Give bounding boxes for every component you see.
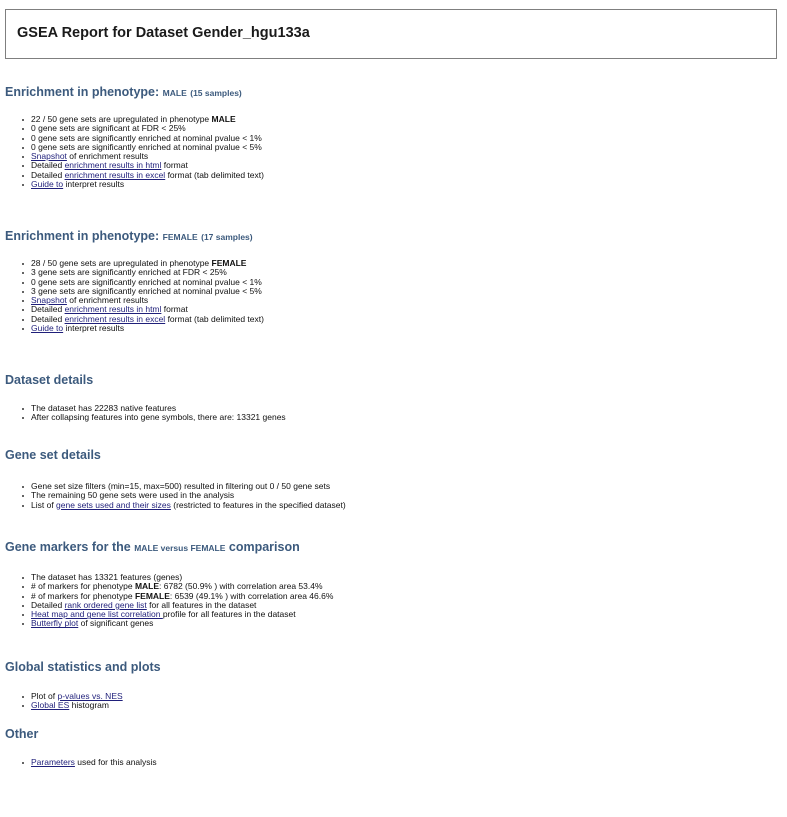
section-heading-other: Other [5, 727, 39, 741]
html-results-link[interactable]: enrichment results in html [64, 160, 162, 171]
female-results-list [22, 259, 264, 333]
other-list [22, 758, 157, 767]
gene-sets-sizes-link[interactable]: gene sets used and their sizes [56, 499, 171, 510]
sample-count: (17 samples) [201, 232, 253, 242]
list-item: Snapshot of enrichment results [22, 296, 264, 305]
report-title-box [5, 9, 777, 59]
list-item: 0 gene sets are significantly enriched at nominal pvalue < 1% [22, 134, 264, 143]
global-stats-list [22, 692, 123, 711]
list-item: 3 gene sets are significantly enriched at nominal pvalue < 5% [22, 287, 264, 296]
markers-list [22, 573, 333, 629]
rank-ordered-list-link[interactable]: rank ordered gene list [64, 599, 147, 610]
sample-count: (15 samples) [190, 88, 242, 98]
guide-link[interactable]: Guide to [31, 323, 64, 334]
global-es-link[interactable]: Global ES [31, 700, 70, 711]
list-item: Detailed enrichment results in html format [22, 305, 264, 314]
list-item: Detailed rank ordered gene list for all features in the dataset [22, 601, 333, 610]
list-item: 0 gene sets are significant at FDR < 25% [22, 124, 264, 133]
parameters-link[interactable]: Parameters [31, 757, 75, 767]
list-item: The dataset has 22283 native features [22, 404, 286, 413]
list-item: Butterfly plot of significant genes [22, 619, 333, 628]
list-item: # of markers for phenotype FEMALE: 6539 (49.1% ) with correlation area 46.6% [22, 592, 333, 601]
phenotype-male: MALE [162, 88, 187, 98]
list-item: Gene set size filters (min=15, max=500) resulted in filtering out 0 / 50 gene sets [22, 482, 346, 491]
list-item: Detailed enrichment results in html format [22, 161, 264, 170]
list-item: 0 gene sets are significantly enriched at nominal pvalue < 5% [22, 143, 264, 152]
section-heading-global: Global statistics and plots [5, 660, 161, 674]
list-item: Detailed enrichment results in excel format (tab delimited text) [22, 171, 264, 180]
list-item: The remaining 50 gene sets were used in the analysis [22, 491, 346, 500]
html-results-link[interactable]: enrichment results in html [64, 304, 162, 315]
list-item: Plot of p-values vs. NES [22, 692, 123, 701]
list-item: List of gene sets used and their sizes (restricted to features in the specified dataset) [22, 501, 346, 510]
pvalues-nes-link[interactable]: p-values vs. NES [57, 691, 123, 701]
geneset-details-list [22, 482, 346, 510]
list-item: 3 gene sets are significantly enriched at FDR < 25% [22, 268, 264, 277]
list-item: 28 / 50 gene sets are upregulated in phenotype FEMALE [22, 259, 264, 268]
list-item: After collapsing features into gene symbols, there are: 13321 genes [22, 413, 286, 422]
guide-link[interactable]: Guide to [31, 179, 64, 190]
snapshot-link[interactable]: Snapshot [31, 295, 67, 306]
section-heading-female: Enrichment in phenotype: FEMALE (17 samples) [5, 229, 253, 243]
section-heading-geneset: Gene set details [5, 448, 101, 462]
list-item: Guide to interpret results [22, 324, 264, 333]
report-title: GSEA Report for Dataset Gender_hgu133a [17, 25, 310, 41]
dataset-details-list [22, 404, 286, 423]
list-item: The dataset has 13321 features (genes) [22, 573, 333, 582]
list-item: 0 gene sets are significantly enriched at nominal pvalue < 1% [22, 278, 264, 287]
list-item: Global ES histogram [22, 701, 123, 710]
list-item: Snapshot of enrichment results [22, 152, 264, 161]
heat-map-link[interactable]: Heat map and gene list correlation [31, 609, 163, 620]
male-results-list [22, 115, 264, 189]
phenotype-female: FEMALE [162, 232, 198, 242]
butterfly-plot-link[interactable]: Butterfly plot [31, 618, 79, 629]
list-item: Detailed enrichment results in excel format (tab delimited text) [22, 315, 264, 324]
section-heading-dataset: Dataset details [5, 373, 94, 387]
list-item: # of markers for phenotype MALE: 6782 (50.9% ) with correlation area 53.4% [22, 582, 333, 591]
list-item: Guide to interpret results [22, 180, 264, 189]
list-item: Parameters used for this analysis [22, 758, 157, 767]
list-item: Heat map and gene list correlation profile for all features in the dataset [22, 610, 333, 619]
list-item: 22 / 50 gene sets are upregulated in phenotype MALE [22, 115, 264, 124]
section-heading-markers: Gene markers for the MALE versus FEMALE comparison [5, 540, 300, 554]
snapshot-link[interactable]: Snapshot [31, 151, 67, 162]
excel-results-link[interactable]: enrichment results in excel [64, 169, 166, 180]
section-heading-male: Enrichment in phenotype: MALE (15 samples) [5, 85, 242, 99]
excel-results-link[interactable]: enrichment results in excel [64, 313, 166, 324]
